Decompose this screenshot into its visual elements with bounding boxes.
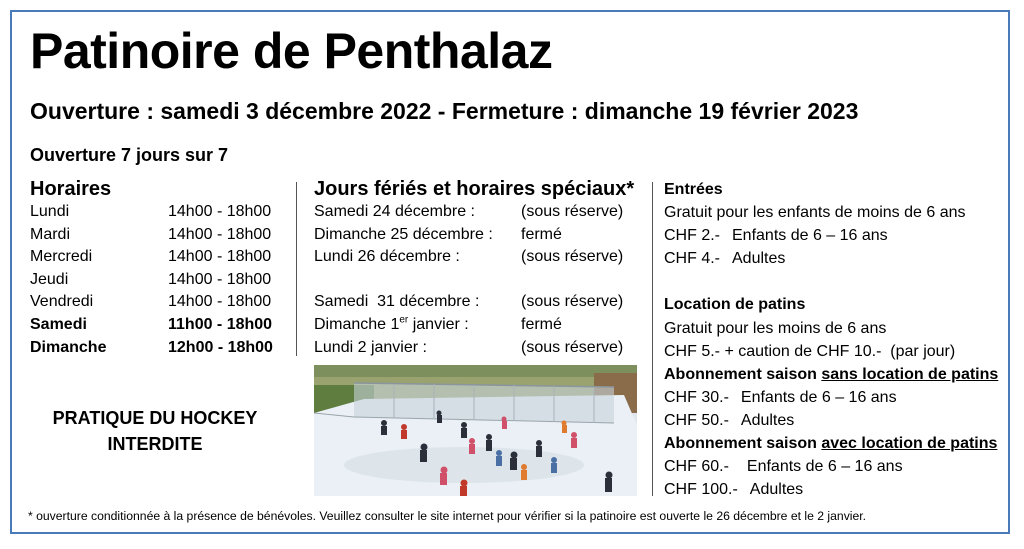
- schedule-day: Lundi: [30, 203, 70, 220]
- price-label: Enfants de 6 – 16 ans: [732, 227, 888, 245]
- schedule-row: [30, 291, 285, 314]
- special-date: Samedi 24 décembre :: [314, 203, 475, 220]
- schedule-hours: 14h00 - 18h00: [168, 248, 272, 266]
- location-free: Gratuit pour les moins de 6 ans: [664, 319, 887, 337]
- schedule-row: [30, 224, 285, 247]
- hockey-notice-line2: INTERDITE: [107, 434, 203, 454]
- special-status: (sous réserve): [521, 338, 624, 356]
- special-row: [314, 224, 644, 247]
- schedule-hours: 14h00 - 18h00: [168, 203, 272, 220]
- schedule-hours: 12h00 - 18h00: [168, 338, 273, 356]
- schedule-hours: 14h00 - 18h00: [168, 293, 272, 311]
- location-price: CHF 5.- + caution de CHF 10.- (par jour): [664, 342, 956, 360]
- column-divider-right: [652, 182, 653, 496]
- price-label: Adultes: [732, 250, 786, 268]
- schedule-row: [30, 337, 285, 360]
- schedule-row: [30, 269, 285, 292]
- abo-title-text: Abonnement saison: [664, 435, 822, 453]
- horaires-section: [30, 178, 285, 359]
- special-date-text: Dimanche 1: [314, 315, 400, 333]
- price-row: [664, 247, 1004, 270]
- price-label: Adultes: [749, 481, 804, 499]
- special-hours-section: [314, 178, 644, 359]
- hockey-notice-line1: PRATIQUE DU HOCKEY: [52, 408, 258, 428]
- abo-title-text: Abonnement saison: [664, 365, 822, 383]
- schedule-day: Dimanche: [30, 338, 107, 356]
- special-date: [314, 314, 521, 337]
- special-date: Samedi 31 décembre :: [314, 293, 480, 311]
- schedule-day: Vendredi: [30, 293, 94, 311]
- schedule-day: Samedi: [30, 315, 87, 333]
- footnote: * ouverture conditionnée à la présence de bénévoles. Veuillez consulter le site internet pour vérifier si la patinoire est ouverte le 26 décembre et le 2 janvier.: [28, 509, 867, 523]
- special-row: [314, 246, 644, 269]
- price-amount: CHF 100.-: [664, 481, 738, 499]
- price-amount: CHF 30.-: [664, 388, 729, 406]
- entrees-title: Entrées: [664, 181, 723, 198]
- ice-rink-photo: [314, 365, 637, 496]
- schedule-day: Mardi: [30, 225, 71, 243]
- price-label: Enfants de 6 – 16 ans: [740, 388, 897, 406]
- special-row: [314, 314, 644, 337]
- special-status: (sous réserve): [521, 203, 624, 220]
- column-divider-left: [296, 182, 297, 356]
- abo-title-underlined: avec location de patins: [821, 435, 998, 453]
- price-label: Adultes: [740, 411, 795, 429]
- special-row: [314, 337, 644, 360]
- abo-title-underlined: sans location de patins: [821, 365, 999, 383]
- price-row: [664, 386, 1004, 409]
- schedule-row: [30, 314, 285, 337]
- ordinal-suffix: er: [399, 314, 409, 326]
- price-row: [664, 455, 1004, 478]
- price-row: [664, 224, 1004, 247]
- price-row: [664, 409, 1004, 432]
- special-date: Lundi 2 janvier :: [314, 338, 427, 356]
- special-status: fermé: [521, 225, 562, 243]
- entrees-free: Gratuit pour les enfants de moins de 6 ans: [664, 204, 966, 222]
- special-status: (sous réserve): [521, 248, 624, 266]
- special-date: Dimanche 25 décembre :: [314, 225, 493, 243]
- price-label: Enfants de 6 – 16 ans: [746, 458, 903, 476]
- special-row: [314, 201, 644, 224]
- schedule-day: Jeudi: [30, 270, 69, 288]
- opening-days: Ouverture 7 jours sur 7: [30, 145, 229, 165]
- price-amount: CHF 4.-: [664, 250, 720, 268]
- abo-sans-title: [664, 363, 1004, 386]
- price-amount: CHF 50.-: [664, 411, 729, 429]
- schedule-row: [30, 246, 285, 269]
- price-row: [664, 478, 1004, 501]
- schedule-row: [30, 201, 285, 224]
- prices-section: [664, 178, 1004, 501]
- season-dates: Ouverture : samedi 3 décembre 2022 - Fermeture : dimanche 19 février 2023: [30, 98, 859, 124]
- schedule-day: Mercredi: [30, 248, 93, 266]
- abo-avec-title: [664, 432, 1004, 455]
- special-date: Lundi 26 décembre :: [314, 248, 460, 266]
- schedule-hours: 14h00 - 18h00: [168, 270, 272, 288]
- price-amount: CHF 60.-: [664, 458, 729, 476]
- special-status: (sous réserve): [521, 293, 624, 311]
- price-amount: CHF 2.-: [664, 227, 720, 245]
- hockey-notice: [30, 405, 280, 457]
- horaires-title: Horaires: [30, 178, 112, 200]
- special-hours-title: Jours fériés et horaires spéciaux*: [314, 178, 635, 200]
- special-date-text: janvier :: [408, 315, 469, 333]
- special-status: fermé: [521, 315, 562, 333]
- schedule-hours: 14h00 - 18h00: [168, 225, 272, 243]
- page-title: Patinoire de Penthalaz: [30, 23, 553, 79]
- schedule-hours: 11h00 - 18h00: [168, 315, 273, 333]
- special-row: [314, 291, 644, 314]
- location-title: Location de patins: [664, 296, 806, 314]
